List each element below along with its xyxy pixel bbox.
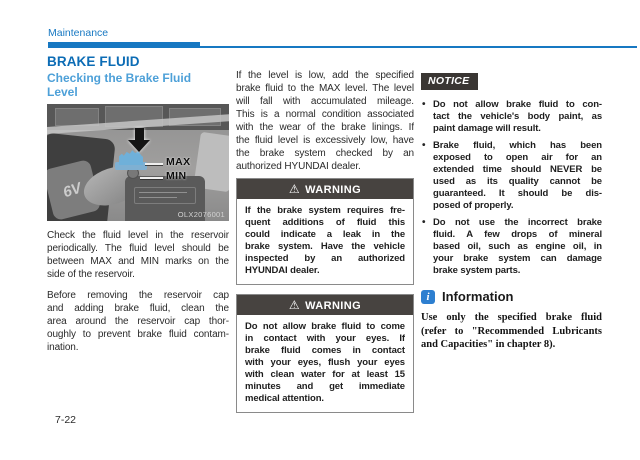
body-paragraph-1: Check the fluid level in the reservoir periodically. The fluid level should be between MAX and MIN marks on the side of the reservoir. [47,230,229,280]
max-mark-label: MAX [166,156,191,168]
figure-watermark: OLX2076001 [177,210,225,219]
notice-bullet-item [421,99,602,135]
section-title: BRAKE FLUID [47,54,140,69]
warning-title: WARNING [305,300,362,312]
left-column [47,54,229,354]
warning-title: WARNING [305,184,362,196]
page-number: 7-22 [55,414,77,426]
notice-bullet-text: Do not use the incorrect brake fluid. A few drops of mineral based oil, such as engine oil, in your brake system can damage brake system parts. [433,217,602,276]
min-callout-line [140,177,163,179]
warning-body: If the brake system requires fre- quent additions of fluid this could indicate a leak in the brake system. Have the vehicle inspected by an authorized HYUNDAI dealer. [245,205,405,276]
warning-triangle-icon: ⚠ [288,182,301,196]
right-column [421,71,602,352]
intro-paragraph: If the level is low, add the specified brake fluid to the MAX level. The level will fall with accumulated mileage. This is a normal condition associated with the wear of the brake linings. If the fluid level is excessively low, have the brake system checked by an authorized HYUNDAI dealer. [236,70,414,172]
body-paragraph-2: Before removing the reservoir cap and adding brake fluid, clean the area around the reservoir cap thor- oughly to prevent brake fluid contam- ination. [47,290,229,353]
notice-bullet-list [421,99,602,277]
warning-triangle-icon: ⚠ [288,298,301,312]
notice-bullet-text: Brake fluid, which has been exposed to open air for an extended time should NEVER be used as its quality cannot be guaranteed. It should be dis- posed of properly. [433,140,602,211]
information-heading [421,289,602,304]
breadcrumb: Maintenance [48,27,109,39]
bullet-icon: • [422,99,426,110]
bullet-icon: • [422,217,426,228]
engine-block-plate [134,187,196,204]
notice-bullet-item [421,217,602,277]
header-rule-thick [48,42,200,48]
information-body: Use only the specified brake fluid (refer to "Recommended Lubricants and Capacities" in chapter 8). [421,312,602,350]
engine-cover-text: 6V [60,179,84,201]
middle-column [236,69,414,413]
subsection-title: Checking the Brake Fluid Level [47,71,192,99]
bullet-icon: • [422,140,426,151]
pointer-arrow-icon [128,128,150,152]
warning-box-2 [236,294,414,413]
warning-box-1 [236,178,414,285]
information-icon: i [421,290,435,304]
information-title: Information [442,289,514,304]
warning-header [237,295,413,315]
notice-label: NOTICE [421,73,478,90]
notice-bullet-text: Do not allow brake fluid to con- tact the vehicle's body paint, as paint damage will result. [433,99,602,134]
warning-body: Do not allow brake fluid to come in contact with your eyes. If brake fluid comes in contact with your eyes, flush your eyes with clean water for at least 15 minutes and get immediate medical attention. [245,321,405,404]
warning-header [237,179,413,199]
max-callout-line [145,163,163,165]
notice-bullet-item [421,140,602,212]
engine-bay-figure [47,104,229,221]
min-mark-label: MIN [166,170,187,182]
